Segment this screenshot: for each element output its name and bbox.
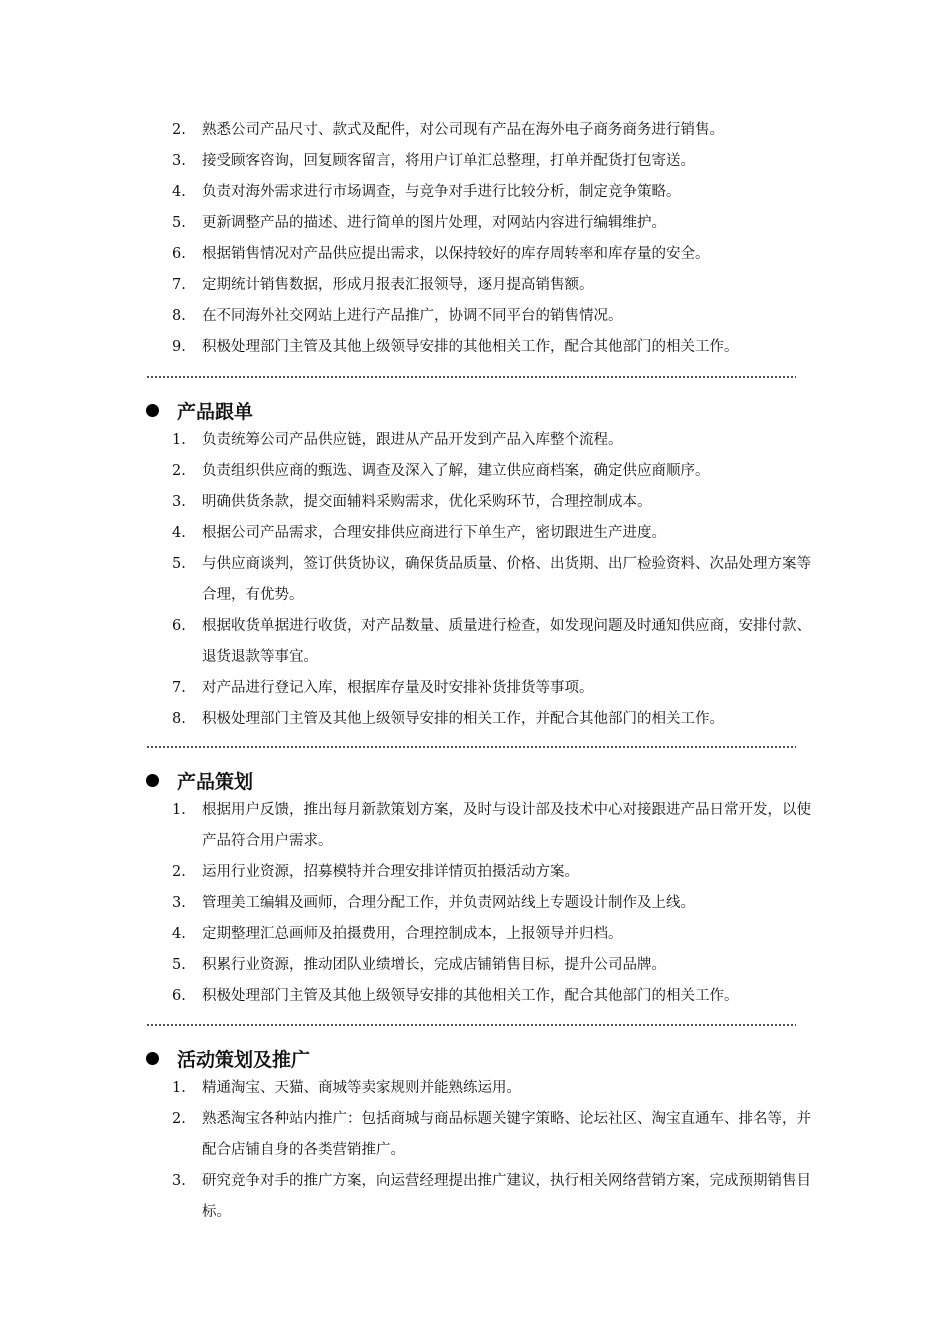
dotted-divider xyxy=(146,1024,796,1026)
item-number: 1. xyxy=(172,1080,186,1096)
item-text: 定期整理汇总画师及拍摄费用，合理控制成本，上报领导并归档。 xyxy=(202,926,623,942)
list-item xyxy=(172,332,822,363)
item-number: 6. xyxy=(172,246,186,262)
section-title: 产品跟单 xyxy=(177,400,254,423)
item-text: 负责对海外需求进行市场调查，与竞争对手进行比较分析，制定竞争策略。 xyxy=(202,184,681,200)
item-number: 2. xyxy=(172,864,186,880)
item-text: 根据收货单据进行收货，对产品数量、质量进行检查，如发现问题及时通知供应商，安排付款、退货退款等事宜。 xyxy=(202,618,811,665)
item-number: 2. xyxy=(172,463,186,479)
list-item xyxy=(172,301,822,332)
list-item xyxy=(172,1073,822,1104)
section-heading xyxy=(146,765,253,795)
item-number: 5. xyxy=(172,556,186,572)
list-item xyxy=(172,611,822,673)
list-item xyxy=(172,795,822,857)
item-number: 1. xyxy=(172,802,186,818)
item-text: 负责统筹公司产品供应链，跟进从产品开发到产品入库整个流程。 xyxy=(202,432,623,448)
list-item xyxy=(172,487,822,518)
list-item xyxy=(172,1166,822,1228)
duty-list-sales xyxy=(172,115,822,363)
item-text: 在不同海外社交网站上进行产品推广，协调不同平台的销售情况。 xyxy=(202,308,623,324)
item-number: 8. xyxy=(172,711,186,727)
list-item xyxy=(172,1104,822,1166)
item-text: 管理美工编辑及画师，合理分配工作，并负责网站线上专题设计制作及上线。 xyxy=(202,895,695,911)
item-text: 根据用户反馈，推出每月新款策划方案，及时与设计部及技术中心对接跟进产品日常开发，以使产品符合用户需求。 xyxy=(202,802,811,849)
item-text: 与供应商谈判，签订供货协议，确保货品质量、价格、出货期、出厂检验资料、次品处理方案等合理，有优势。 xyxy=(202,556,811,603)
item-text: 熟悉淘宝各种站内推广：包括商城与商品标题关键字策略、论坛社区、淘宝直通车、排名等，并配合店铺自身的各类营销推广。 xyxy=(202,1111,811,1158)
item-number: 7. xyxy=(172,277,186,293)
list-item xyxy=(172,270,822,301)
item-number: 2. xyxy=(172,1111,186,1127)
item-text: 运用行业资源，招募模特并合理安排详情页拍摄活动方案。 xyxy=(202,864,579,880)
list-item xyxy=(172,146,822,177)
section-title: 产品策划 xyxy=(177,770,254,793)
item-text: 接受顾客咨询，回复顾客留言，将用户订单汇总整理，打单并配货打包寄送。 xyxy=(202,153,695,169)
bullet-icon xyxy=(146,774,159,787)
list-item xyxy=(172,177,822,208)
list-item xyxy=(172,950,822,981)
bullet-icon xyxy=(146,404,159,417)
list-item xyxy=(172,425,822,456)
item-text: 更新调整产品的描述、进行简单的图片处理，对网站内容进行编辑维护。 xyxy=(202,215,666,231)
item-number: 6. xyxy=(172,618,186,634)
item-text: 负责组织供应商的甄选、调查及深入了解，建立供应商档案，确定供应商顺序。 xyxy=(202,463,710,479)
item-text: 定期统计销售数据，形成月报表汇报领导，逐月提高销售额。 xyxy=(202,277,594,293)
duty-list-product-followup xyxy=(172,425,822,735)
item-number: 3. xyxy=(172,153,186,169)
item-text: 研究竞争对手的推广方案，向运营经理提出推广建议，执行相关网络营销方案，完成预期销售目标。 xyxy=(202,1173,811,1220)
list-item xyxy=(172,115,822,146)
list-item xyxy=(172,549,822,611)
item-text: 根据公司产品需求，合理安排供应商进行下单生产，密切跟进生产进度。 xyxy=(202,525,666,541)
item-number: 5. xyxy=(172,215,186,231)
item-text: 积累行业资源，推动团队业绩增长，完成店铺销售目标，提升公司品牌。 xyxy=(202,957,666,973)
list-item xyxy=(172,456,822,487)
item-number: 5. xyxy=(172,957,186,973)
item-number: 4. xyxy=(172,184,186,200)
duty-list-product-planning xyxy=(172,795,822,1012)
item-text: 根据销售情况对产品供应提出需求，以保持较好的库存周转率和库存量的安全。 xyxy=(202,246,710,262)
item-number: 8. xyxy=(172,308,186,324)
item-text: 对产品进行登记入库，根据库存量及时安排补货排货等事项。 xyxy=(202,680,594,696)
item-number: 9. xyxy=(172,339,186,355)
item-text: 熟悉公司产品尺寸、款式及配件，对公司现有产品在海外电子商务商务进行销售。 xyxy=(202,122,724,138)
item-text: 精通淘宝、天猫、商城等卖家规则并能熟练运用。 xyxy=(202,1080,521,1096)
list-item xyxy=(172,673,822,704)
item-text: 积极处理部门主管及其他上级领导安排的相关工作，并配合其他部门的相关工作。 xyxy=(202,711,724,727)
list-item xyxy=(172,857,822,888)
list-item xyxy=(172,239,822,270)
list-item xyxy=(172,919,822,950)
item-number: 2. xyxy=(172,122,186,138)
item-text: 积极处理部门主管及其他上级领导安排的其他相关工作，配合其他部门的相关工作。 xyxy=(202,988,739,1004)
item-number: 4. xyxy=(172,525,186,541)
item-number: 1. xyxy=(172,432,186,448)
bullet-icon xyxy=(146,1052,159,1065)
item-number: 7. xyxy=(172,680,186,696)
item-number: 4. xyxy=(172,926,186,942)
section-heading xyxy=(146,395,253,425)
section-heading xyxy=(146,1043,310,1073)
dotted-divider xyxy=(146,746,796,748)
item-number: 3. xyxy=(172,1173,186,1189)
item-number: 3. xyxy=(172,494,186,510)
list-item xyxy=(172,704,822,735)
item-text: 积极处理部门主管及其他上级领导安排的其他相关工作，配合其他部门的相关工作。 xyxy=(202,339,739,355)
list-item xyxy=(172,518,822,549)
dotted-divider xyxy=(146,376,796,378)
item-number: 3. xyxy=(172,895,186,911)
list-item xyxy=(172,981,822,1012)
list-item xyxy=(172,888,822,919)
item-text: 明确供货条款，提交面辅料采购需求，优化采购环节，合理控制成本。 xyxy=(202,494,652,510)
section-title: 活动策划及推广 xyxy=(177,1048,311,1071)
duty-list-promotion xyxy=(172,1073,822,1228)
item-number: 6. xyxy=(172,988,186,1004)
list-item xyxy=(172,208,822,239)
